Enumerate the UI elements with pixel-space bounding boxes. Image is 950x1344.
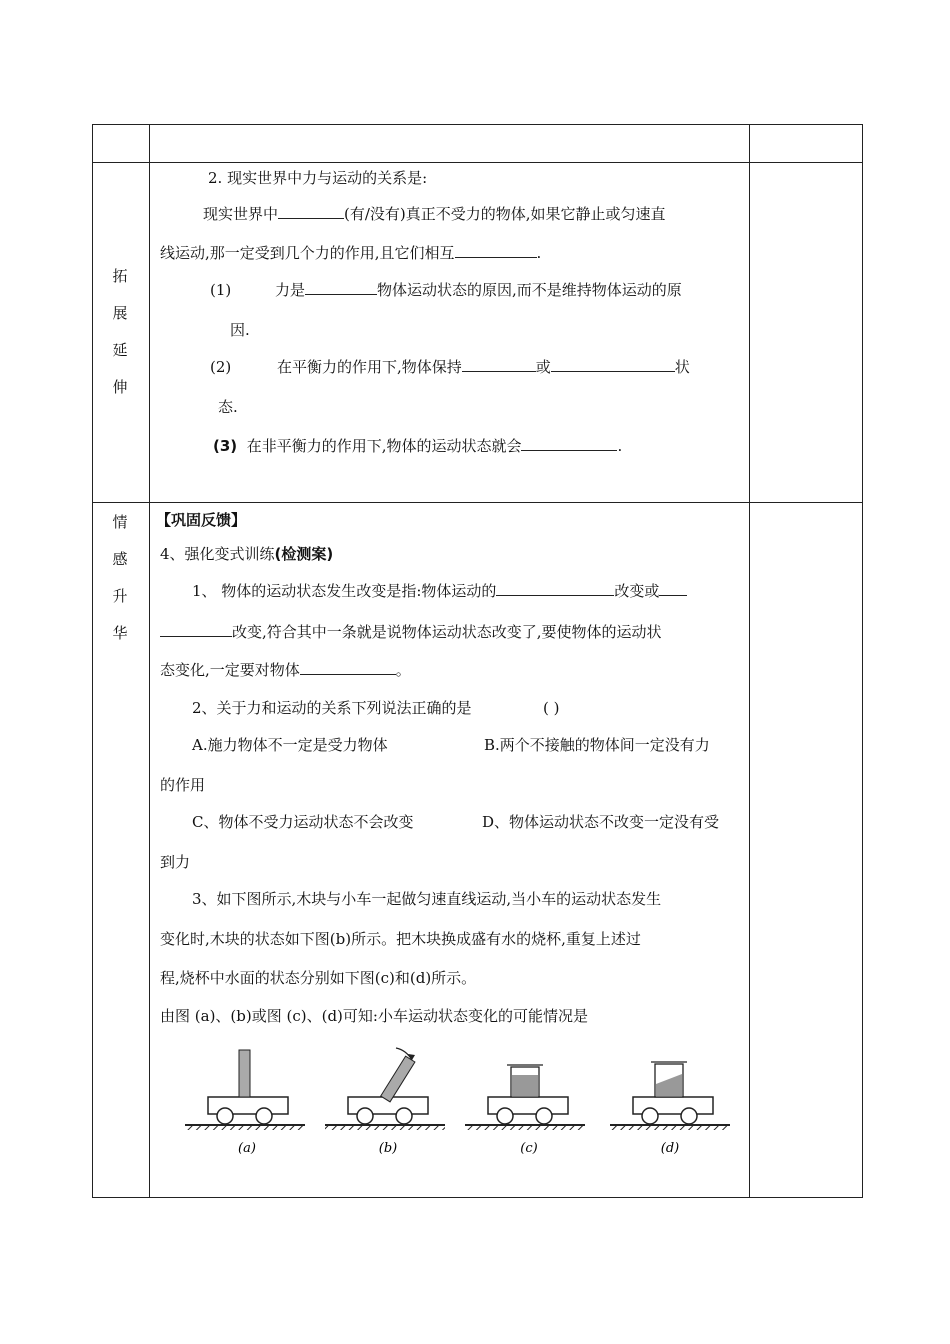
text: 在非平衡力的作用下,物体的运动状态就会 [246, 437, 522, 455]
side-char: 展 [112, 304, 128, 322]
question2-answer-paren: ( ) [543, 699, 560, 717]
blank [300, 660, 396, 675]
question3-line1: 3、如下图所示,木块与小车一起做匀速直线运动,当小车的运动状态发生 [192, 890, 662, 908]
column-divider-2 [749, 124, 750, 1198]
question1-line3 [160, 660, 411, 680]
blank [551, 357, 675, 372]
point3-number: (3) [213, 437, 238, 455]
option-a: A.施力物体不一定是受力物体 [192, 736, 388, 754]
text: 现实世界中 [203, 205, 279, 223]
blank [496, 581, 614, 596]
point2-number: (2) [210, 358, 232, 376]
text: 态变化,一定要对物体 [160, 661, 300, 679]
extend-line1 [203, 204, 666, 224]
question2: 2、关于力和运动的关系下列说法正确的是 [192, 699, 472, 717]
table-border-top [92, 124, 863, 125]
text: . [536, 244, 542, 262]
blank [305, 280, 377, 295]
point1-number: (1) [210, 281, 232, 299]
blank [659, 581, 687, 596]
text: 改变或 [614, 582, 660, 600]
table-border-bottom [92, 1197, 863, 1198]
text: 改变,符合其中一条就是说物体运动状态改变了,要使物体的运动状 [232, 623, 662, 641]
text: 或 [535, 358, 551, 376]
blank [462, 357, 536, 372]
cart-figure [150, 1040, 748, 1180]
text: . [617, 437, 623, 455]
blank [455, 243, 537, 258]
option-c: C、物体不受力运动状态不会改变 [192, 813, 414, 831]
cart-a [185, 1050, 305, 1156]
side-char: 感 [112, 550, 128, 568]
text: 线运动,那一定受到几个力的作用,且它们相互 [160, 244, 455, 262]
text: 在平衡力的作用下,物体保持 [277, 358, 462, 376]
extend-line2 [160, 243, 541, 263]
text: 。 [395, 661, 411, 679]
question1-line2 [160, 622, 662, 642]
feedback-subheading [160, 544, 333, 564]
option-d-cont: 到力 [160, 853, 191, 871]
figure-label-d: (d) [660, 1141, 680, 1156]
cart-c [465, 1065, 585, 1156]
table-border-right [862, 124, 863, 1198]
blank [278, 204, 344, 219]
cart-figure-svg [150, 1040, 748, 1180]
text: 1、 物体的运动状态发生改变是指:物体运动的 [192, 582, 497, 600]
point2-cont: 态. [218, 398, 238, 416]
side-char: 拓 [112, 267, 128, 285]
side-char: 延 [112, 341, 128, 359]
figure-label-b: (b) [378, 1141, 398, 1156]
point1-text [275, 280, 682, 300]
side-label-extend [92, 258, 148, 406]
item2-title: 2. 现实世界中力与运动的关系是: [208, 169, 428, 187]
side-char: 升 [112, 587, 128, 605]
column-divider-1 [149, 124, 150, 1198]
option-b: B.两个不接触的物体间一定没有力 [484, 736, 710, 754]
row-divider-1 [92, 162, 863, 163]
option-d: D、物体运动状态不改变一定没有受 [482, 813, 720, 831]
point2-text [277, 357, 690, 377]
text: 4、强化变式训练 [160, 545, 275, 563]
text: 状 [674, 358, 690, 376]
blank [160, 622, 232, 637]
side-label-feedback [92, 504, 148, 652]
side-char: 华 [112, 624, 128, 642]
row-divider-2 [92, 502, 863, 503]
blank [521, 436, 617, 451]
figure-label-c: (c) [520, 1141, 538, 1156]
text: 物体,如果它静止或匀速直 [495, 205, 666, 223]
option-b-cont: 的作用 [160, 776, 206, 794]
question3-line4: 由图 (a)、(b)或图 (c)、(d)可知:小车运动状态变化的可能情况是 [160, 1007, 588, 1025]
text: (有/没有)真正不受力的 [344, 205, 496, 223]
cart-b [325, 1048, 445, 1156]
figure-label-a: (a) [238, 1141, 256, 1156]
text: 力是 [275, 281, 306, 299]
question3-line2: 变化时,木块的状态如下图(b)所示。把木块换成盛有水的烧杯,重复上述过 [160, 930, 641, 948]
point1-cont: 因. [230, 321, 250, 339]
side-char: 情 [112, 513, 128, 531]
text: (检测案) [274, 545, 334, 563]
question1-line1 [192, 581, 687, 601]
point3 [213, 436, 622, 456]
question3-line3: 程,烧杯中水面的状态分别如下图(c)和(d)所示。 [160, 969, 477, 987]
cart-d [610, 1062, 730, 1156]
text: 物体运动状态的原因,而不是维持物体运动的原 [377, 281, 682, 299]
feedback-heading: 【巩固反馈】 [156, 511, 247, 529]
side-char: 伸 [112, 378, 128, 396]
